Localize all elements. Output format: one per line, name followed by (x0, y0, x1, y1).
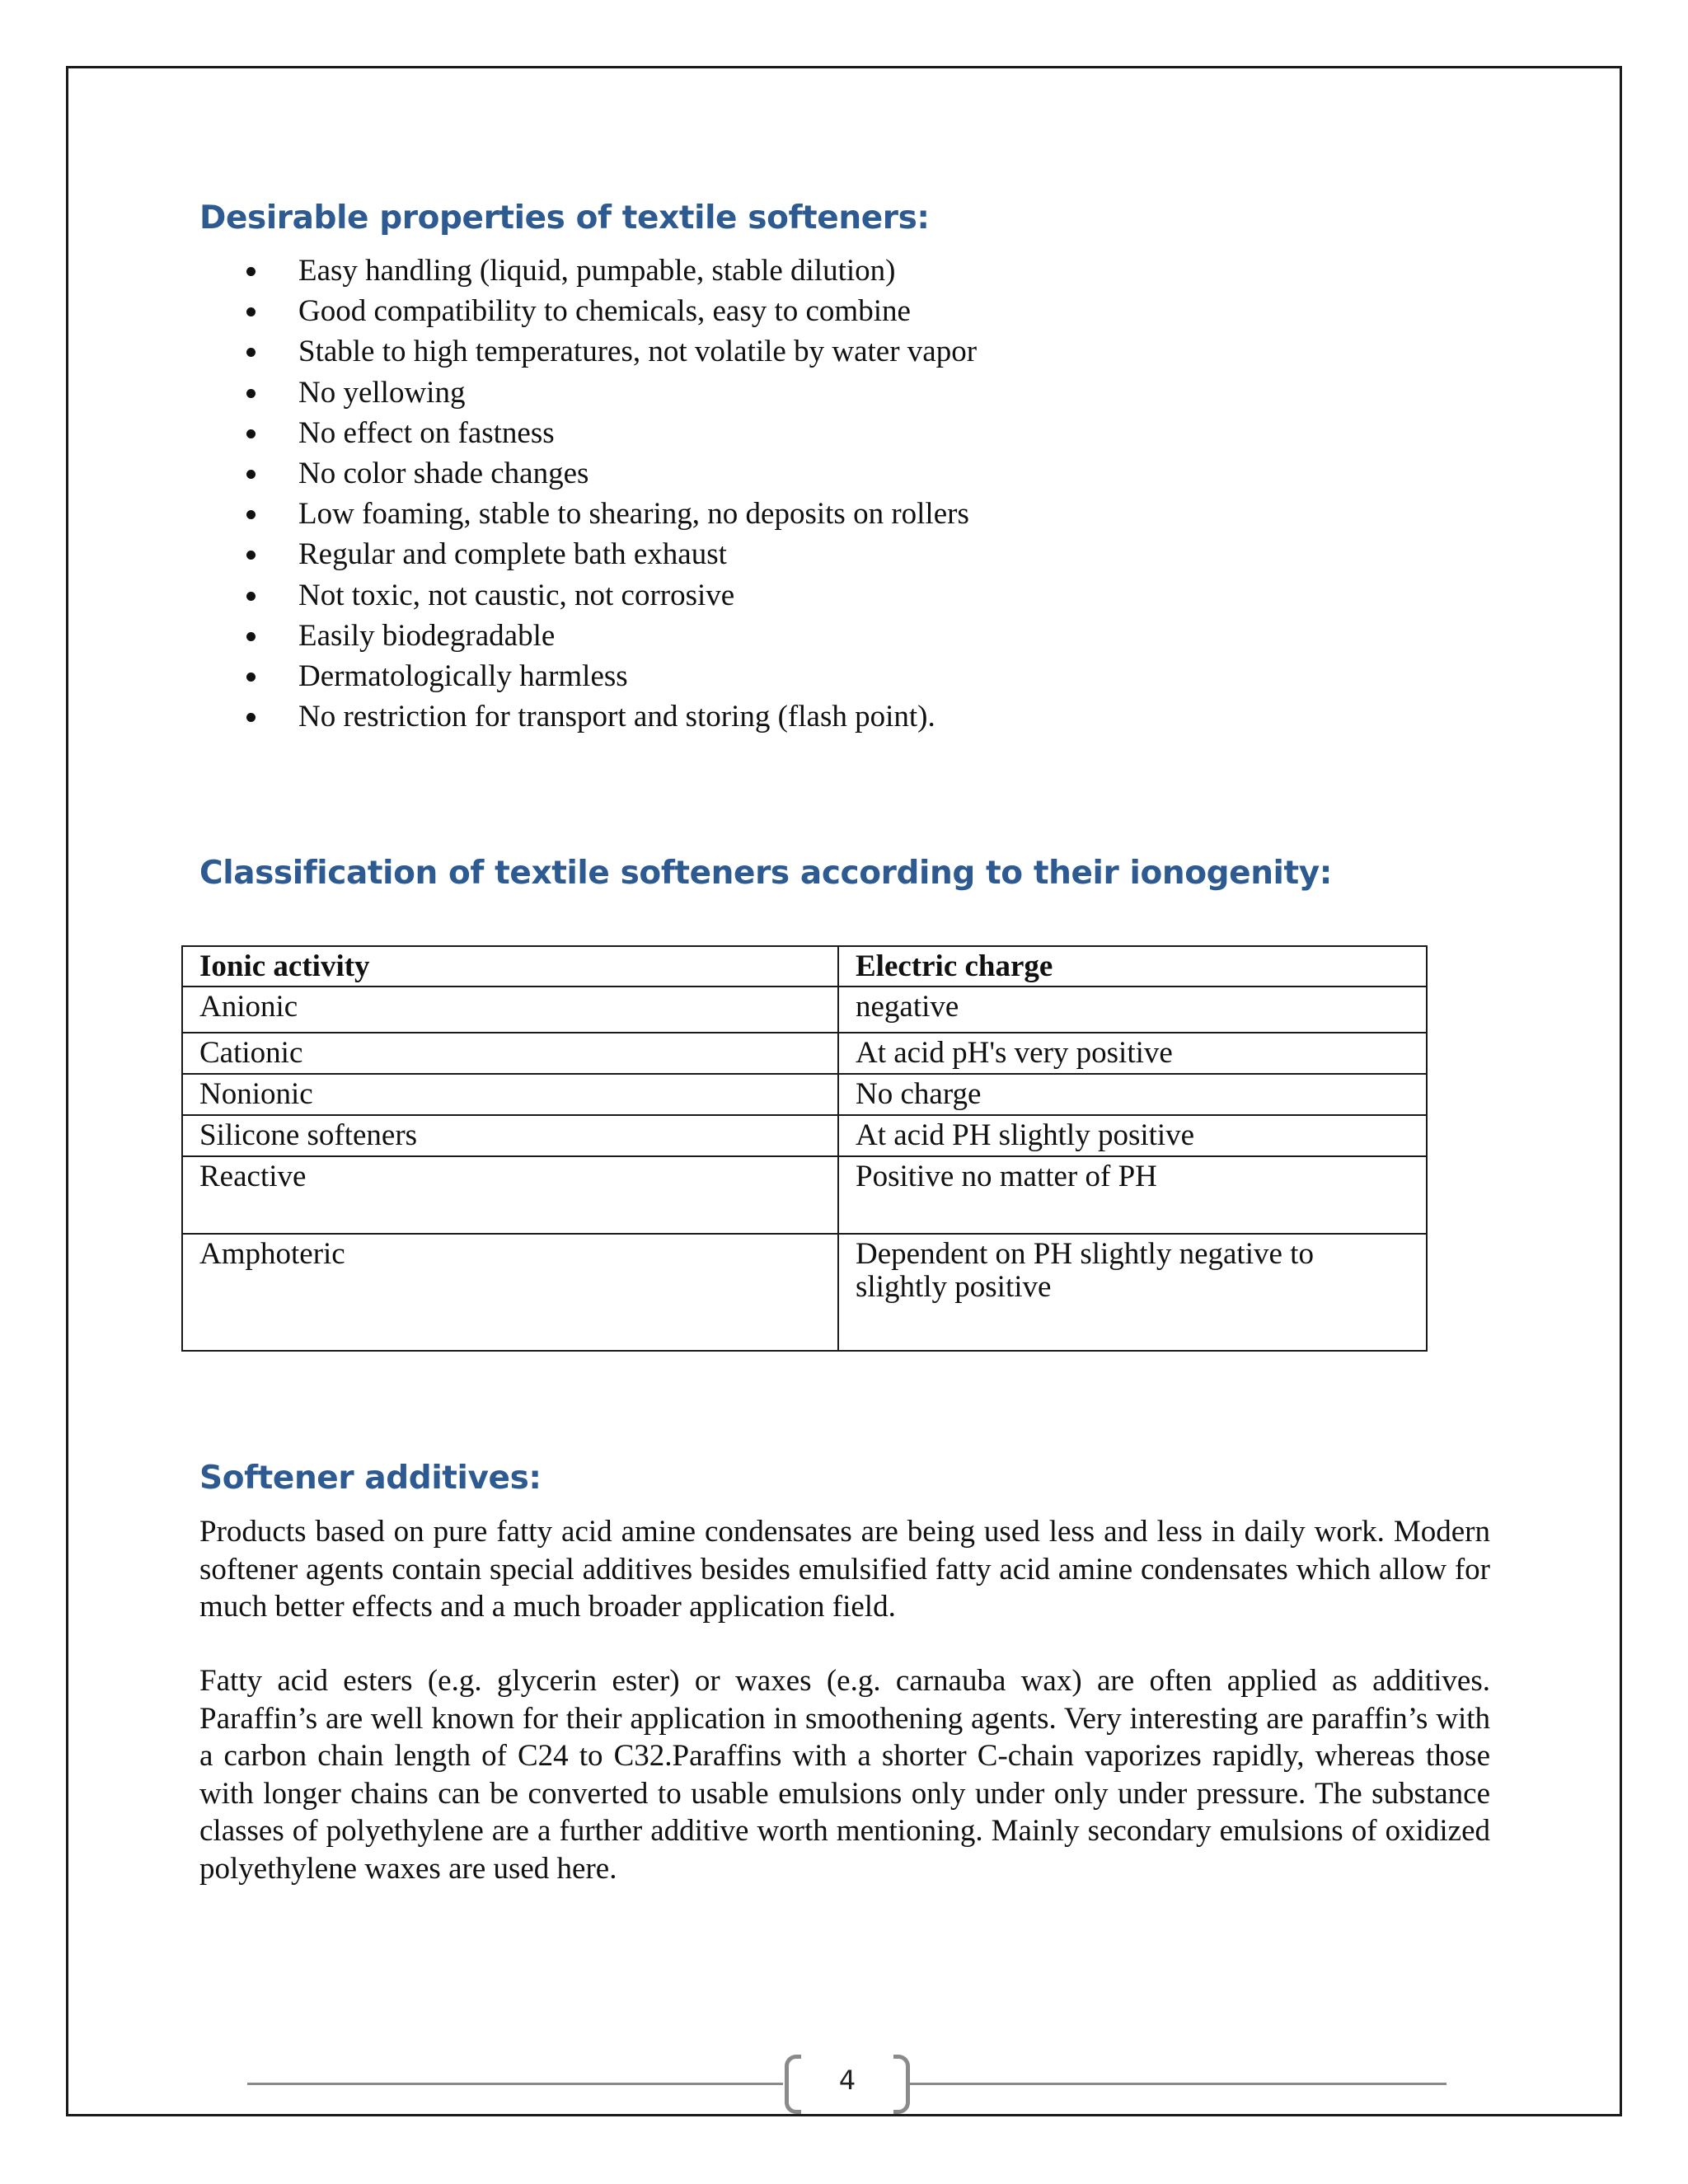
additives-paragraph-1: Products based on pure fatty acid amine condensates are being used less and less in daily work. Modern softener agents contain special additives besides emulsified fatty acid amine condensates which allow for much better effects and a much broader application field. (199, 1515, 1490, 1624)
section-heading-classification: Classification of textile softeners according to their ionogenity: (199, 855, 1332, 892)
table-row (182, 1115, 1427, 1156)
ionogenity-table (181, 945, 1428, 1352)
table-cell: Anionic (182, 987, 838, 1033)
table-cell: Positive no matter of PH (838, 1156, 1427, 1234)
bullet-icon (246, 389, 256, 398)
table-row (182, 1033, 1427, 1074)
table-cell: Reactive (182, 1156, 838, 1234)
table-cell: At acid pH's very positive (838, 1033, 1427, 1074)
table-cell: Amphoteric (182, 1234, 838, 1351)
table-cell: Silicone softeners (182, 1115, 838, 1156)
footer-rule-left (247, 2083, 783, 2085)
table-cell: Nonionic (182, 1074, 838, 1115)
table-cell: Dependent on PH slightly negative to slightly positive (838, 1234, 1427, 1351)
additives-paragraph-2: Fatty acid esters (e.g. glycerin ester) or waxes (e.g. carnauba wax) are often applied as additives. Paraffin’s are well known for their application in smoothening agents. Very interesting are paraffin’s with a carbon chain length of C24 to C32.Paraffins with a shorter C-chain vaporizes rapidly, whereas those with longer chains can be converted to usable emulsions only under only under pressure. The substance classes of polyethylene are a further additive worth mentioning. Mainly secondary emulsions of oxidized polyethylene waxes are used here. (199, 1664, 1490, 1886)
table-row (182, 987, 1427, 1033)
footer-rule-right (907, 2083, 1447, 2085)
table-row (182, 1074, 1427, 1115)
page-number: 4 (838, 2064, 856, 2096)
column-header-ionic-activity: Ionic activity (182, 946, 838, 987)
table-cell: At acid PH slightly positive (838, 1115, 1427, 1156)
bullet-icon (246, 267, 256, 276)
table-cell: No charge (838, 1074, 1427, 1115)
bullet-icon (246, 673, 256, 682)
table-row (182, 1234, 1427, 1351)
table-header-row (182, 946, 1427, 987)
table-cell: negative (838, 987, 1427, 1033)
bullet-icon (246, 429, 256, 438)
table-row (182, 1156, 1427, 1234)
bullet-icon (246, 592, 256, 601)
column-header-electric-charge: Electric charge (838, 946, 1427, 987)
table-cell: Cationic (182, 1033, 838, 1074)
right-brace-icon (893, 2055, 910, 2114)
bullet-icon (246, 632, 256, 641)
bullet-icon (246, 713, 256, 722)
section-heading-softener-additives: Softener additives: (199, 1460, 542, 1497)
bullet-icon (246, 470, 256, 479)
left-brace-icon (785, 2055, 801, 2114)
section-heading-desirable-properties: Desirable properties of textile softeners: (199, 199, 930, 237)
